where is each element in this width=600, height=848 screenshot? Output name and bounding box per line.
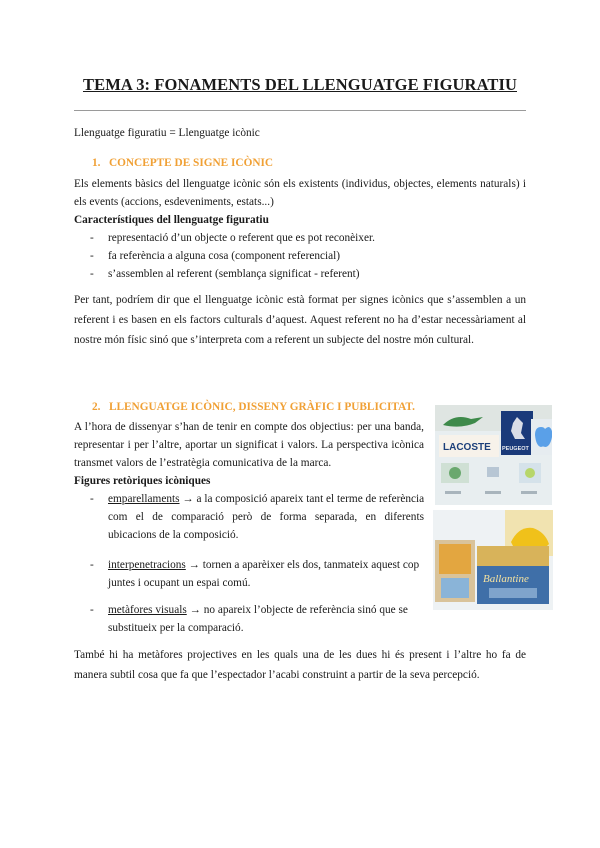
item-text-continued: com el de comparació però de forma separada, en diferents ubicacions de la composició. bbox=[108, 511, 424, 541]
ballantine-label: Ballantine bbox=[483, 573, 529, 585]
lacoste-label: LACOSTE bbox=[443, 442, 491, 453]
term: interpenetracions bbox=[108, 559, 186, 571]
figure-item-emparellaments bbox=[108, 490, 424, 508]
item-text-continued: substitueix per la comparació. bbox=[108, 622, 244, 634]
term: metàfores visuals bbox=[108, 604, 187, 616]
list-item: representació d’un objecte o referent que es pot reconèixer. bbox=[108, 232, 375, 244]
section-1-intro: Els elements bàsics del llenguatge icònic són els existents (individus, objectes, elements naturals) i els events (accions, esdeveniments, estats...) bbox=[74, 178, 526, 208]
item-text: a la composició apareix tant el terme de referència bbox=[196, 493, 425, 505]
list-dash: - bbox=[90, 250, 94, 262]
section-1-heading: 1. CONCEPTE DE SIGNE ICÒNIC bbox=[92, 157, 274, 169]
section-1-paragraph: Per tant, podríem dir que el llenguatge icònic està format per signes icònics que s’assemblen a un referent i es basen en els factors culturals d’aquest. Aquest referent no ha d’estar necessàriament al nostre món físic sinó que s’interpreta com a referent un subjecte del nostre món cultural. bbox=[74, 294, 526, 346]
arrow: → bbox=[185, 559, 203, 571]
list-dash: - bbox=[90, 232, 94, 244]
arrow: → bbox=[179, 493, 197, 505]
item-text: tornen a aparèixer els dos, tanmateix aquest cop bbox=[202, 559, 420, 571]
figure-item-metafores bbox=[108, 601, 424, 619]
figure-item-interpenetracions bbox=[108, 556, 424, 574]
title-divider bbox=[74, 110, 526, 111]
ad-posters-image bbox=[433, 510, 553, 610]
section-2-paragraph: També hi ha metàfores projectives en les quals una de les dues hi és present i l’altre ho fa de manera subtil cosa que fa que l’espectador l’acabi construint a partir de la seva percepció. bbox=[74, 649, 526, 681]
term: emparellaments bbox=[108, 493, 180, 505]
list-dash: - bbox=[90, 268, 94, 280]
page-title: TEMA 3: FONAMENTS DEL LLENGUATGE FIGURATIU bbox=[82, 75, 517, 94]
section-1-subheading: Característiques del llenguatge figuratiu bbox=[74, 214, 269, 226]
arrow: → bbox=[186, 604, 204, 616]
peugeot-label: PEUGEOT bbox=[502, 446, 529, 452]
section-2-subheading: Figures retòriques icòniques bbox=[74, 475, 211, 487]
brand-logos-illustration bbox=[435, 405, 552, 505]
subtitle: Llenguatge figuratiu = Llenguatge icònic bbox=[74, 127, 260, 139]
section-2-heading: 2. LLENGUATGE ICÒNIC, DISSENY GRÀFIC I PUBLICITAT. bbox=[92, 401, 415, 413]
ad-posters-illustration bbox=[433, 510, 553, 610]
list-dash: - bbox=[90, 559, 94, 571]
list-dash: - bbox=[90, 493, 94, 505]
item-text-continued: juntes i ocupant un espai comú. bbox=[108, 577, 251, 589]
list-item: fa referència a alguna cosa (component referencial) bbox=[108, 250, 341, 262]
section-2-intro: A l’hora de dissenyar s’han de tenir en compte dos objectius: per una banda, representar i per l’altre, aportar un significat i valors. La perspectiva icònica transmet valors de l’estratègia comunicativa de la marca. bbox=[74, 421, 424, 469]
list-dash: - bbox=[90, 604, 94, 616]
list-item: s’assemblen al referent (semblança significat - referent) bbox=[108, 268, 360, 280]
brand-logos-image bbox=[435, 405, 552, 505]
item-text: no apareix l’objecte de referència sinó que se bbox=[203, 604, 408, 616]
